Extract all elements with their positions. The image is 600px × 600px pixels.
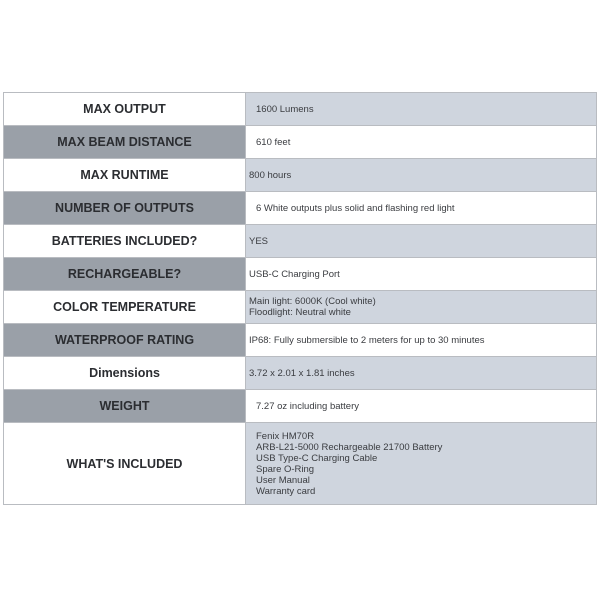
spec-row-color-temperature — [4, 291, 597, 324]
spec-row-rechargeable — [4, 258, 597, 291]
spec-value-line: Main light: 6000K (Cool white) — [249, 296, 376, 307]
spec-label: BATTERIES INCLUDED? — [4, 225, 246, 258]
spec-label: NUMBER OF OUTPUTS — [4, 192, 246, 225]
spec-row-max-beam-distance — [4, 126, 597, 159]
spec-value-line: User Manual — [256, 474, 310, 486]
spec-value: IP68: Fully submersible to 2 meters for up to 30 minutes — [246, 324, 597, 357]
spec-label: MAX OUTPUT — [4, 93, 246, 126]
spec-value: 7.27 oz including battery — [246, 390, 597, 423]
spec-value-line: Warranty card — [256, 485, 316, 497]
spec-value: 6 White outputs plus solid and flashing red light — [246, 192, 597, 225]
spec-row-max-output — [4, 93, 597, 126]
spec-value-line: ARB-L21-5000 Rechargeable 21700 Battery — [256, 441, 443, 453]
spec-value: 610 feet — [246, 126, 597, 159]
spec-value — [246, 291, 597, 324]
spec-row-whats-included — [4, 423, 597, 505]
spec-label: WATERPROOF RATING — [4, 324, 246, 357]
spec-label: RECHARGEABLE? — [4, 258, 246, 291]
spec-value-line: Spare O-Ring — [256, 463, 315, 475]
spec-label: MAX RUNTIME — [4, 159, 246, 192]
spec-value: 800 hours — [246, 159, 597, 192]
spec-table — [3, 92, 597, 505]
spec-label: WEIGHT — [4, 390, 246, 423]
spec-row-number-of-outputs — [4, 192, 597, 225]
spec-value-line: USB Type-C Charging Cable — [256, 452, 378, 464]
spec-value: 1600 Lumens — [246, 93, 597, 126]
spec-row-batteries-included — [4, 225, 597, 258]
spec-row-waterproof-rating — [4, 324, 597, 357]
spec-value: YES — [246, 225, 597, 258]
spec-label: COLOR TEMPERATURE — [4, 291, 246, 324]
spec-row-max-runtime — [4, 159, 597, 192]
spec-label: Dimensions — [4, 357, 246, 390]
spec-label: WHAT'S INCLUDED — [4, 423, 246, 505]
spec-value: 3.72 x 2.01 x 1.81 inches — [246, 357, 597, 390]
spec-row-dimensions — [4, 357, 597, 390]
spec-value-line: Floodlight: Neutral white — [249, 307, 351, 318]
spec-value: USB-C Charging Port — [246, 258, 597, 291]
spec-value — [246, 423, 597, 505]
spec-row-weight — [4, 390, 597, 423]
spec-label: MAX BEAM DISTANCE — [4, 126, 246, 159]
spec-value-line: Fenix HM70R — [256, 430, 315, 442]
